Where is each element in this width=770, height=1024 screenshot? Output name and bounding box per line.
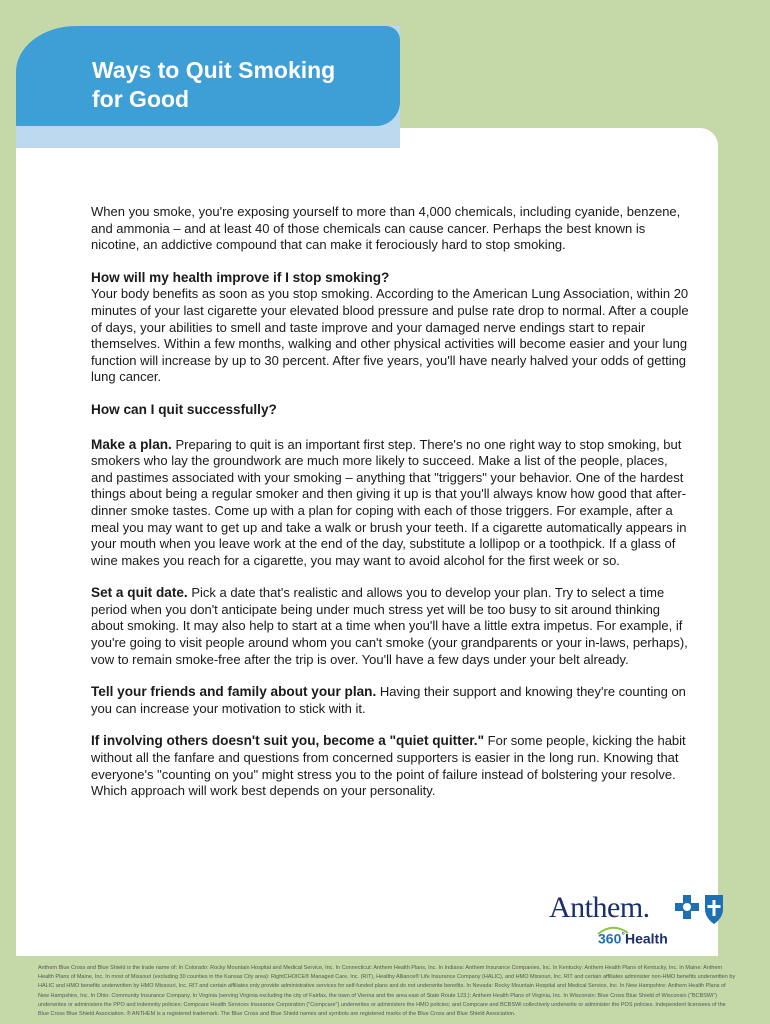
health-word: Health — [624, 930, 668, 947]
section-body: Your body benefits as soon as you stop smoking. According to the American Lung Association, within 20 minutes of your last cigarette your elevated blood pressure and pulse rate drop to normal. After a couple of days, your abilities to smell and taste improve and your damaged nerve endings start to repair themselves. Within a few months, walking and other physical activities will become easier and your lung function will increase by up to 30 percent. After five years, you'll have nearly halved your odds of getting lung cancer. — [91, 286, 689, 385]
section-heading: Make a plan. — [91, 436, 172, 452]
section-plan — [91, 437, 691, 570]
section-tell-friends — [91, 684, 691, 717]
section-quiet-quitter — [91, 733, 691, 799]
intro-paragraph: When you smoke, you're exposing yourself to more than 4,000 chemicals, including cyanide, benzene, and ammonia – and at least 40 of those chemicals can cause cancer. Perhaps the best known is nicotine, an addictive compound that can make it ferociously hard to stop smoking. — [91, 204, 681, 253]
section-health — [91, 270, 691, 386]
section-body: Having their support and knowing they're counting on you can increase your motivation to stick with it. — [91, 684, 686, 716]
page-title: Ways to Quit Smoking for Good — [92, 57, 336, 112]
360-health-logo — [598, 930, 668, 947]
section-body: Preparing to quit is an important first step. There's no one right way to stop smoking, but smokers who lay the groundwork are much more likely to succeed. Make a list of the people, places, and pastimes associated with your smoking – anything that "triggers" your behavior. One of the hardest things about being a regular smoker and then giving it up is that you'll always know how good that after-dinner smoke tastes. Come up with a plan for coping with each of those triggers. For example, after a meal you may want to get up and take a walk or brush your teeth. If a cigarette automatically appears in your mouth when you leave work at the end of the day, substitute a lollipop or a toothpick. If a glass of wine makes you reach for a cigarette, you may want to avoid alcohol for the first week or so. — [91, 436, 687, 568]
section-quit — [91, 402, 691, 419]
section-body: Pick a date that's realistic and allows you to develop your plan. Try to select a time period when you don't anticipate being under much stress yet will be too busy to sit around thinking about smoking. It may also help to start at a time when you'll have a little extra impetus. For example, if you're going to visit people around whom you can't smoke (your grandparents or your in-laws, perhaps), vow to remain smoke-free after the trip is over. You'll have a few days under your belt already. — [91, 585, 688, 667]
health-degree: ° — [621, 930, 625, 940]
section-heading: Set a quit date. — [91, 585, 188, 601]
section-heading: How will my health improve if I stop smoking? — [91, 269, 390, 285]
blue-cross-blue-shield-icon — [675, 893, 725, 925]
section-body: For some people, kicking the habit without all the fanfare and questions from concerned supporters is easier in the long run. Knowing that everyone's "counting on you" might stress you to the point of failure instead of bolstering your resolve. Which approach will work best depends on your personality. — [91, 733, 686, 799]
section-heading: If involving others doesn't suit you, become a "quiet quitter." — [91, 733, 485, 749]
health-number: 360 — [598, 930, 622, 947]
section-heading: How can I quit successfully? — [91, 401, 277, 417]
section-quit-date — [91, 585, 691, 668]
article-body — [91, 204, 691, 816]
anthem-logo: Anthem. — [549, 891, 650, 924]
legal-footer: Anthem Blue Cross and Blue Shield is the trade name of: In Colorado: Rocky Mountain Hospital and Medical Service, Inc. In Connecticut: Anthem Health Plans, Inc. In Indiana: Anthem Insurance Companies, Inc. In Kentucky: Anthem Health Plans of Kentucky, Inc. In Maine: Anthem Health Plans of Maine, Inc. In most of Missouri (excluding 30 counties in the Kansas City area): RightCHOICE® Managed Care, Inc. (RIT), Healthy Alliance® Life Insurance Company (HALIC), and HMO Missouri, Inc. RIT and certain affiliates administer non-HMO benefits underwritten by HALIC and HMO benefits underwritten by HMO Missouri, Inc. RIT and certain affiliates only provide administrative services for self-funded plans and do not underwrite benefits. In Nevada: Rocky Mountain Hospital and Medical Service, Inc. In New Hampshire: Anthem Health Plans of New Hampshire, Inc. In Ohio: Community Insurance Company. In Virginia (serving Virginia excluding the city of Fairfax, the town of Vienna and the area east of State Route 123.): Anthem Health Plans of Virginia, Inc. In Wisconsin: Blue Cross Blue Shield of Wisconsin ("BCBSWi") underwrites or administers the PPO and indemnity policies; Compcare Health Services Insurance Corporation ("Compcare") underwrites or administers the HMO policies; and Compcare and BCBSWi collectively underwrite or administer the POS policies. Independent licensees of the Blue Cross Blue Shield Association. ® ANTHEM is a registered trademark. The Blue Cross and Blue Shield names and symbols are registered marks of the Blue Cross and Blue Shield Association. — [38, 965, 736, 1018]
section-heading: Tell your friends and family about your plan. — [91, 684, 377, 700]
